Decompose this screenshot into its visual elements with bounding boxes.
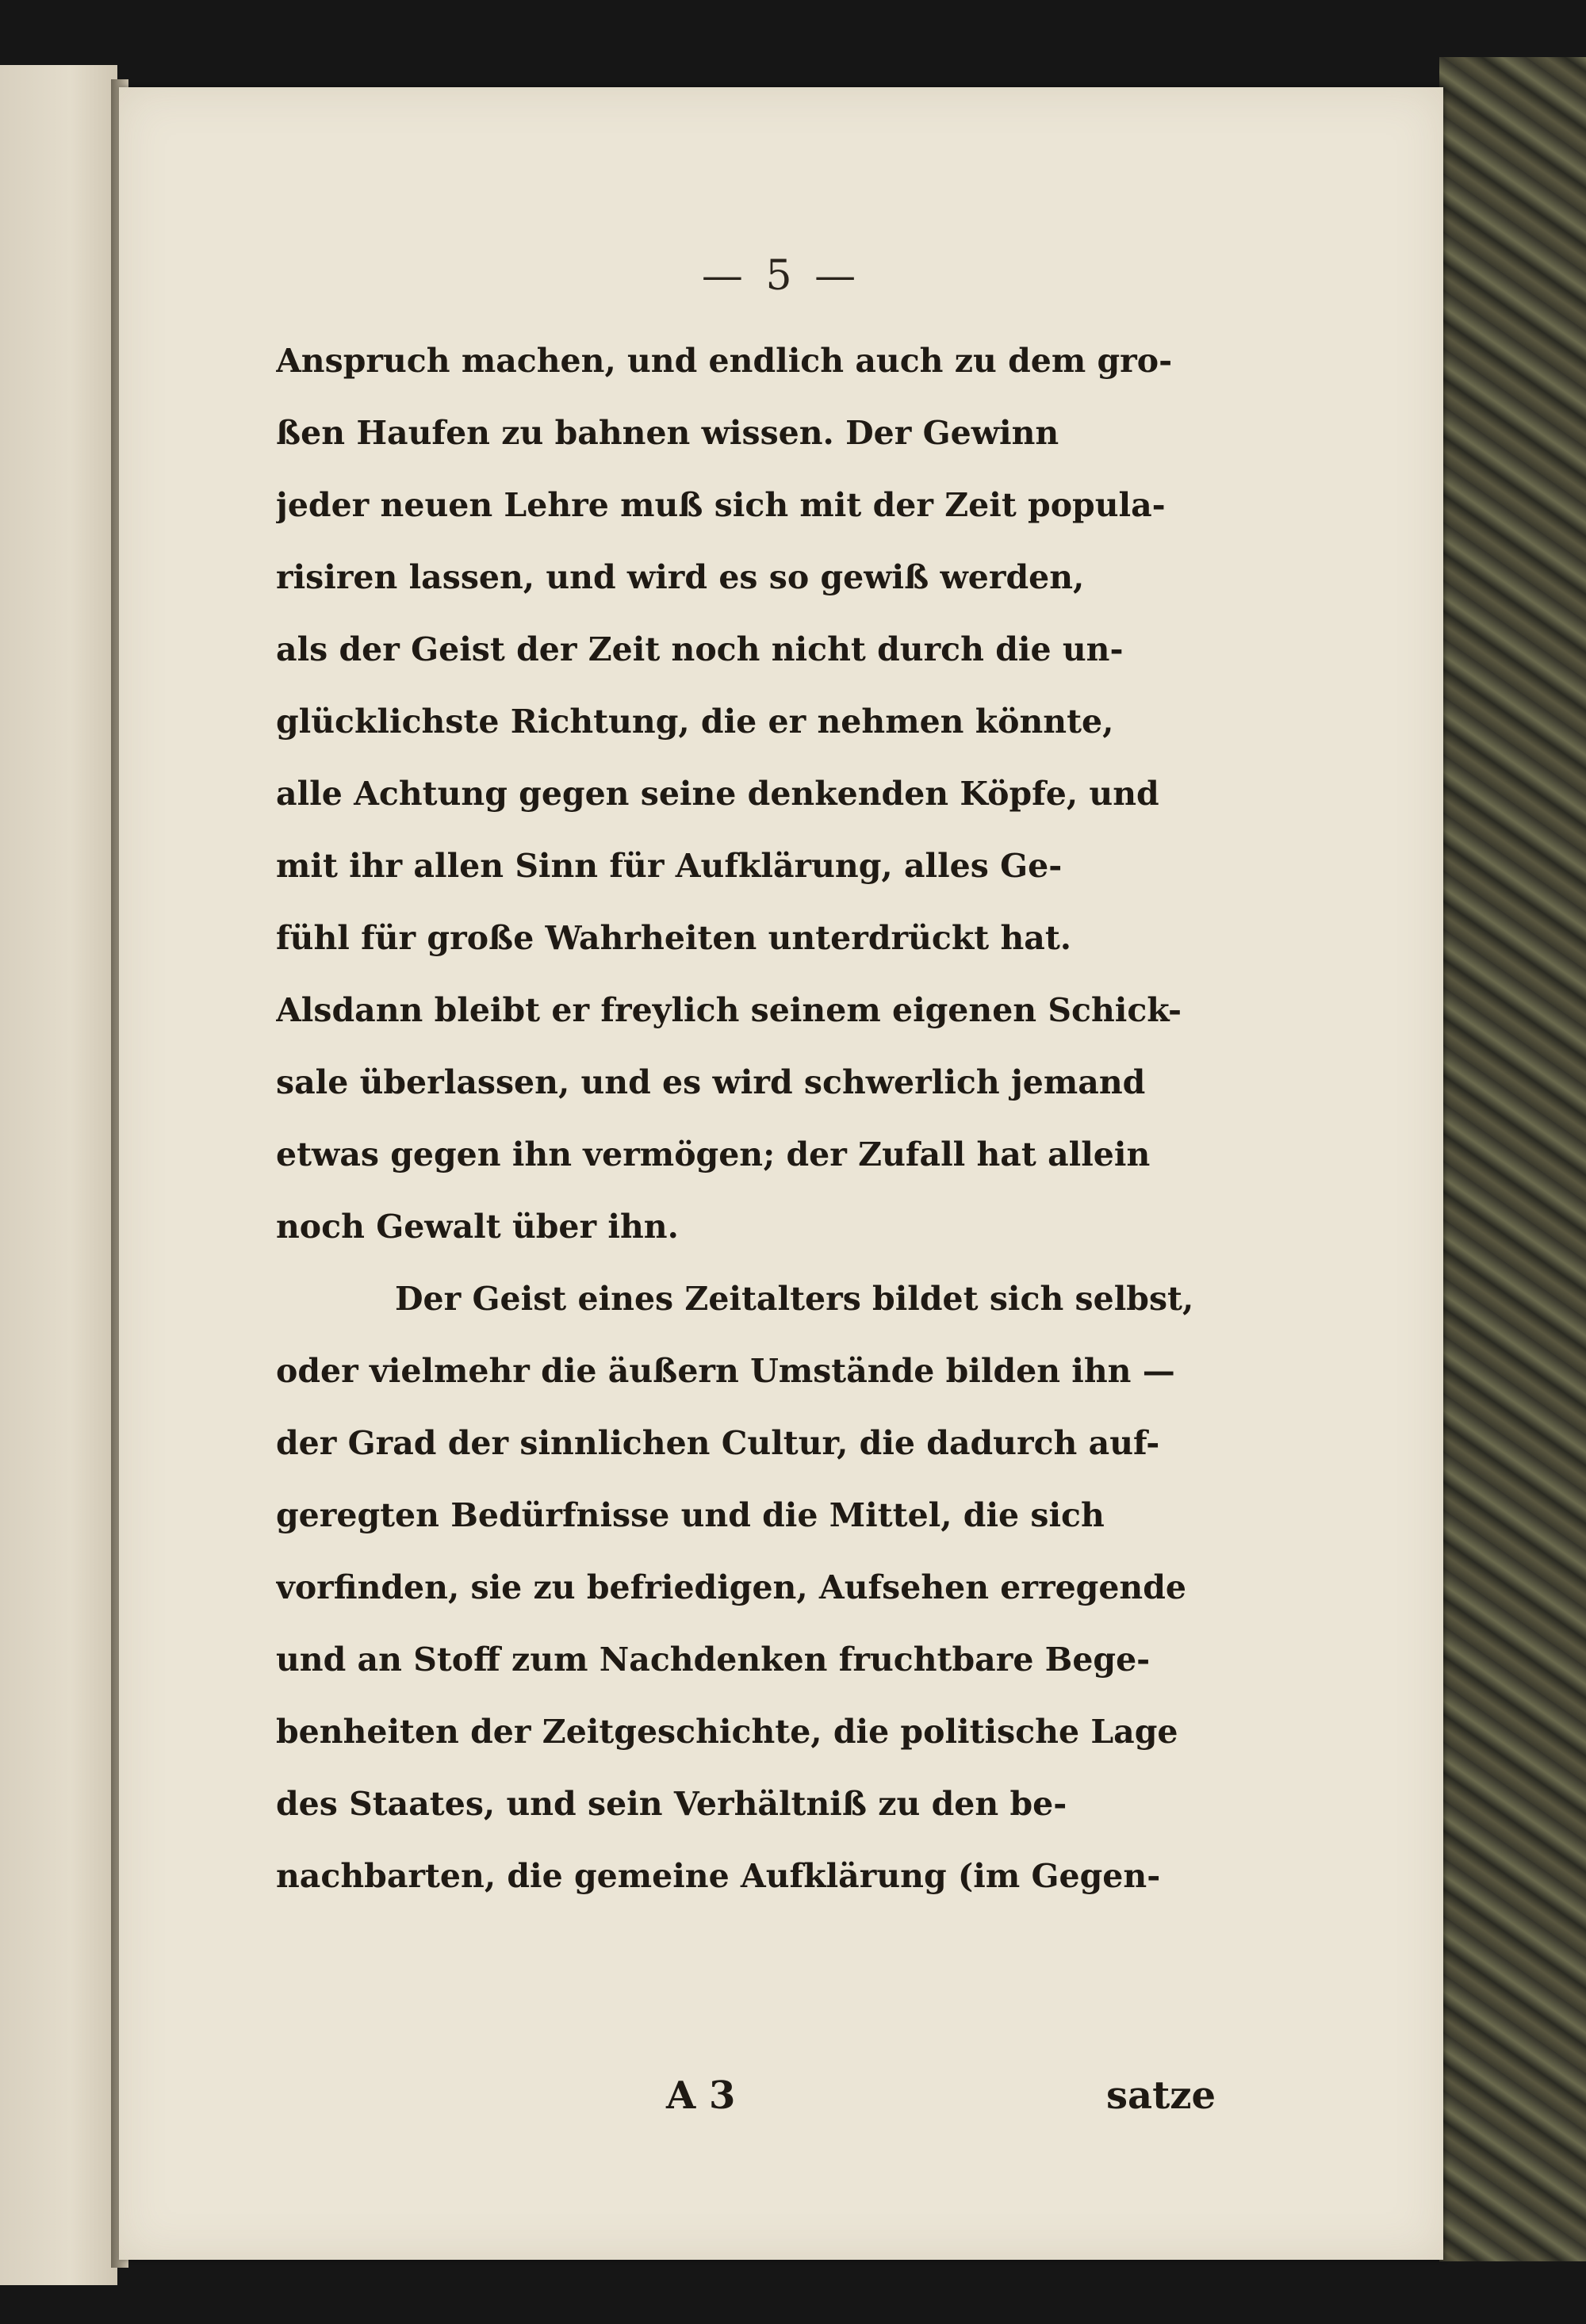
text-line: risiren lassen, und wird es so gewiß werden, [276, 558, 1085, 596]
signature-mark: A 3 [666, 2073, 736, 2118]
text-line: und an Stoff zum Nachdenken fruchtbare Bege- [276, 1641, 1151, 1679]
text-line: noch Gewalt über ihn. [276, 1208, 679, 1246]
text-line: oder vielmehr die äußern Umstände bilden ihn — [276, 1352, 1175, 1390]
book-page [119, 87, 1443, 2260]
text-line: benheiten der Zeitgeschichte, die politische Lage [276, 1713, 1178, 1751]
text-line: Der Geist eines Zeitalters bildet sich selbst, [395, 1280, 1194, 1318]
text-line: vorfinden, sie zu befriedigen, Aufsehen erregende [276, 1568, 1186, 1606]
text-line: mit ihr allen Sinn für Aufklärung, alles Ge- [276, 847, 1063, 885]
body-text [276, 325, 1370, 1912]
text-line: nachbarten, die gemeine Aufklärung (im Gegen- [276, 1857, 1161, 1895]
text-line: der Grad der sinnlichen Cultur, die dadurch auf- [276, 1424, 1160, 1462]
marbled-cover-edge [1439, 57, 1586, 2261]
text-line: alle Achtung gegen seine denkenden Köpfe, und [276, 775, 1159, 813]
text-line: als der Geist der Zeit noch nicht durch die un- [276, 630, 1124, 668]
text-line: glücklichste Richtung, die er nehmen könnte, [276, 703, 1114, 741]
text-line: geregten Bedürfnisse und die Mittel, die sich [276, 1496, 1105, 1534]
text-line: ßen Haufen zu bahnen wissen. Der Gewinn [276, 414, 1059, 452]
text-line: Alsdann bleibt er freylich seinem eigenen Schick- [276, 991, 1182, 1029]
text-line: sale überlassen, und es wird schwerlich jemand [276, 1063, 1146, 1101]
text-line: Anspruch machen, und endlich auch zu dem gro- [276, 342, 1173, 380]
text-line: etwas gegen ihn vermögen; der Zufall hat allein [276, 1135, 1151, 1173]
text-line: des Staates, und sein Verhältniß zu den be- [276, 1785, 1067, 1823]
left-page-edge [0, 65, 117, 2285]
text-line: fühl für große Wahrheiten unterdrückt hat. [276, 919, 1072, 957]
text-line: jeder neuen Lehre muß sich mit der Zeit popula- [276, 486, 1166, 524]
catchword: satze [1106, 2073, 1216, 2118]
page-number: — 5 — [701, 252, 861, 300]
page-footer [119, 2073, 1443, 2137]
